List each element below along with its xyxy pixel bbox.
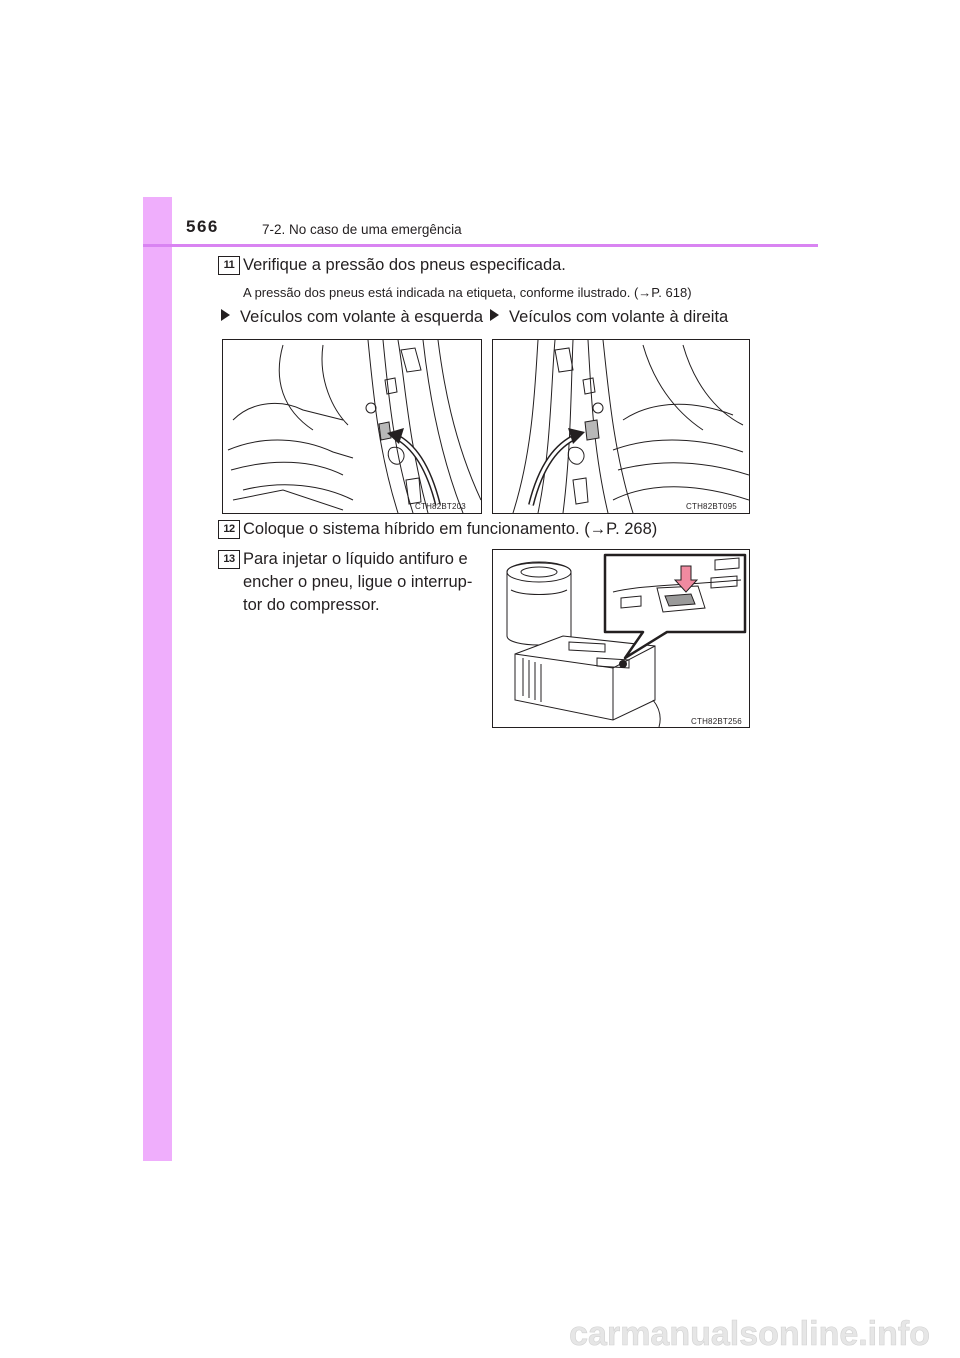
step-13-line-2: encher o pneu, ligue o interrup-	[243, 573, 473, 591]
step-12-text: Coloque o sistema híbrido em funcionamento. (→P. 268)	[243, 520, 658, 538]
section-title: 7-2. No caso de uma emergência	[262, 222, 462, 237]
step-number-12: 12	[218, 520, 240, 539]
step-number-11: 11	[218, 256, 240, 275]
figure-code-compressor: CTH82BT256	[691, 717, 742, 726]
page-number: 566	[186, 217, 219, 236]
step-13-line-3: tor do compressor.	[243, 596, 380, 614]
svg-text:carmanualsonline.info: carmanualsonline.info	[569, 1315, 930, 1353]
step-number-13: 13	[218, 550, 240, 569]
label-left-drive-text: Veículos com volante à esquerda	[240, 308, 484, 326]
label-right-drive-text: Veículos com volante à direita	[509, 308, 729, 326]
step-11-text: Verifique a pressão dos pneus especificada.	[243, 256, 566, 274]
step-13-line-1: Para injetar o líquido antifuro e	[243, 550, 468, 568]
step-11-note: A pressão dos pneus está indicada na etiqueta, conforme ilustrado. (→P. 618)	[243, 285, 692, 300]
figure-code-right: CTH82BT095	[686, 502, 737, 511]
figure-code-left: CTH82BT203	[415, 502, 466, 511]
